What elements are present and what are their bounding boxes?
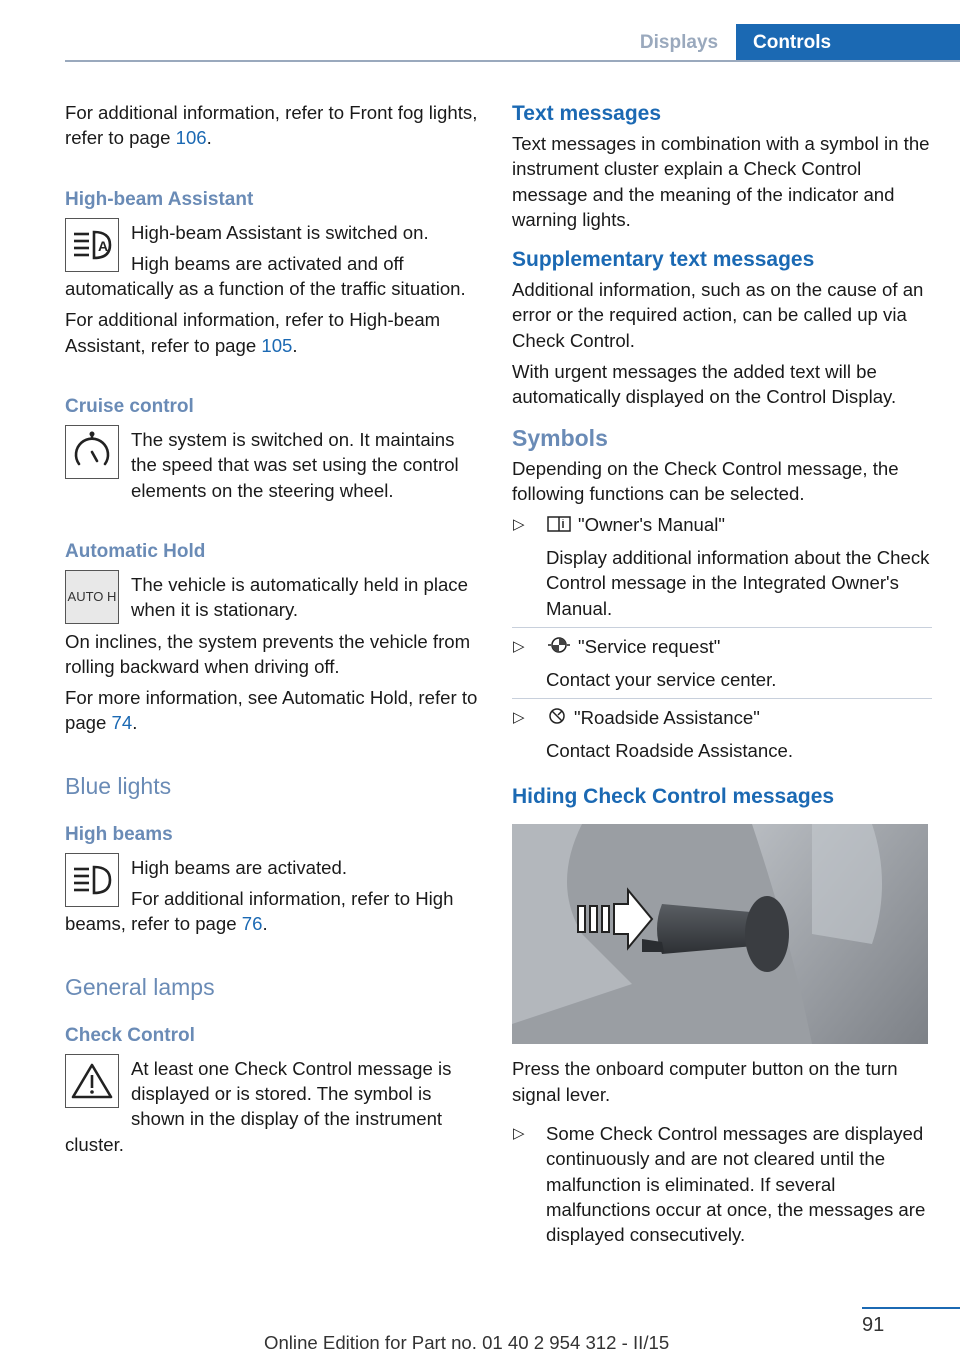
list-item: ▷ "Roadside Assistance" Contact Roadside Assistance. (513, 706, 794, 762)
list-divider (512, 627, 932, 628)
heading-supplementary-text-messages: Supplementary text messages (512, 248, 815, 272)
text-messages-text: Text messages in combination with a symbol in the instrument cluster explain a Check Control message and the meaning of the indicator and warning lights. (512, 133, 930, 230)
roadside-assistance-icon (546, 706, 568, 732)
hba-text-3: For additional information, refer to High-beam Assistant, refer to page 105. (65, 309, 441, 356)
cruise-text: The system is switched on. It maintains the speed that was set using the control elements on the steering wheel. (131, 429, 459, 501)
supplementary-text-1: Additional information, such as on the cause of an error or the required action, can be called up via Check Control. (512, 279, 924, 351)
autohold-text-3: For more information, see Automatic Hold, refer to page 74. (65, 687, 478, 734)
left-column (65, 100, 483, 1157)
high-beams-text-1: High beams are activated. (131, 856, 348, 878)
page-link-74[interactable]: 74 (111, 712, 133, 734)
hiding-list (512, 1121, 932, 1247)
header-section-displays[interactable]: Displays (639, 32, 719, 53)
heading-automatic-hold: Automatic Hold (65, 540, 206, 562)
hiding-text: Press the onboard computer button on the turn signal lever. (512, 1058, 898, 1105)
list-item: ▷ "Owner's Manual" Display additional information about the Check Control message in the Integrated Owner's Manual. (512, 512, 932, 628)
list-item: ▷ "Service request" Contact your service center. (512, 634, 932, 699)
heading-general-lamps: General lamps (65, 973, 215, 1000)
svg-text:A: A (98, 237, 109, 254)
service-request-icon (546, 635, 572, 660)
list-divider (512, 698, 932, 699)
bullet-triangle-icon: ▷ (513, 1125, 525, 1143)
list-item: ▷ Some Check Control messages are displayed continuously and are not cleared until the malfunction is eliminated. If several malfunctions occur at once, the messages are displayed consecutively. (513, 1123, 926, 1246)
bullet-triangle-icon: ▷ (513, 516, 525, 534)
high-beam-assistant-icon (65, 218, 119, 272)
bullet-triangle-icon: ▷ (513, 637, 525, 655)
heading-blue-lights: Blue lights (65, 772, 172, 799)
heading-check-control: Check Control (65, 1024, 195, 1046)
page-link-106[interactable]: 106 (175, 127, 207, 149)
heading-symbols: Symbols (512, 424, 608, 451)
symbols-list (512, 512, 932, 763)
heading-high-beams: High beams (65, 823, 173, 845)
hba-text-1: High-beam Assistant is switched on. (131, 221, 429, 243)
supplementary-text-2: With urgent messages the added text will be automatically displayed on the Control Display. (512, 361, 897, 408)
page-link-105[interactable]: 105 (261, 334, 293, 356)
heading-text-messages: Text messages (512, 102, 662, 125)
cruise-control-icon (65, 425, 119, 479)
intro-paragraph: For additional information, refer to Front fog lights, refer to page 106. (65, 102, 478, 149)
high-beams-text-2: For additional information, refer to High beams, refer to page 76. (65, 888, 454, 935)
bullet-triangle-icon: ▷ (513, 708, 525, 726)
hba-text-2: High beams are activated and off automatically as a function of the traffic situation. (65, 252, 466, 300)
heading-hiding-check-control: Hiding Check Control messages (512, 785, 835, 809)
page-number: 91 (862, 1314, 885, 1336)
header-section-controls[interactable]: Controls (736, 24, 960, 62)
auto-hold-icon: AUTO H (65, 570, 119, 624)
check-control-text: At least one Check Control message is displayed or is stored. The symbol is shown in the display of the instrument cluster. (65, 1057, 452, 1155)
footer-divider (862, 1307, 960, 1309)
header-divider (65, 60, 960, 62)
autohold-text-2: On inclines, the system prevents the vehicle from rolling backward when driving off. (65, 630, 471, 677)
page-link-76[interactable]: 76 (241, 913, 263, 935)
footer-edition: Online Edition for Part no. 01 40 2 954 312 - II/15 (264, 1332, 670, 1353)
warning-triangle-icon (65, 1054, 119, 1108)
symbols-text: Depending on the Check Control message, the following functions can be selected. (512, 457, 899, 504)
heading-high-beam-assistant: High-beam Assistant (65, 188, 254, 210)
heading-cruise-control: Cruise control (65, 396, 194, 418)
turn-signal-lever-image (512, 824, 928, 1044)
book-icon (546, 514, 572, 539)
right-column (512, 100, 932, 1248)
high-beams-icon (65, 853, 119, 907)
autohold-text-1: The vehicle is automatically held in place when it is stationary. (131, 573, 468, 621)
